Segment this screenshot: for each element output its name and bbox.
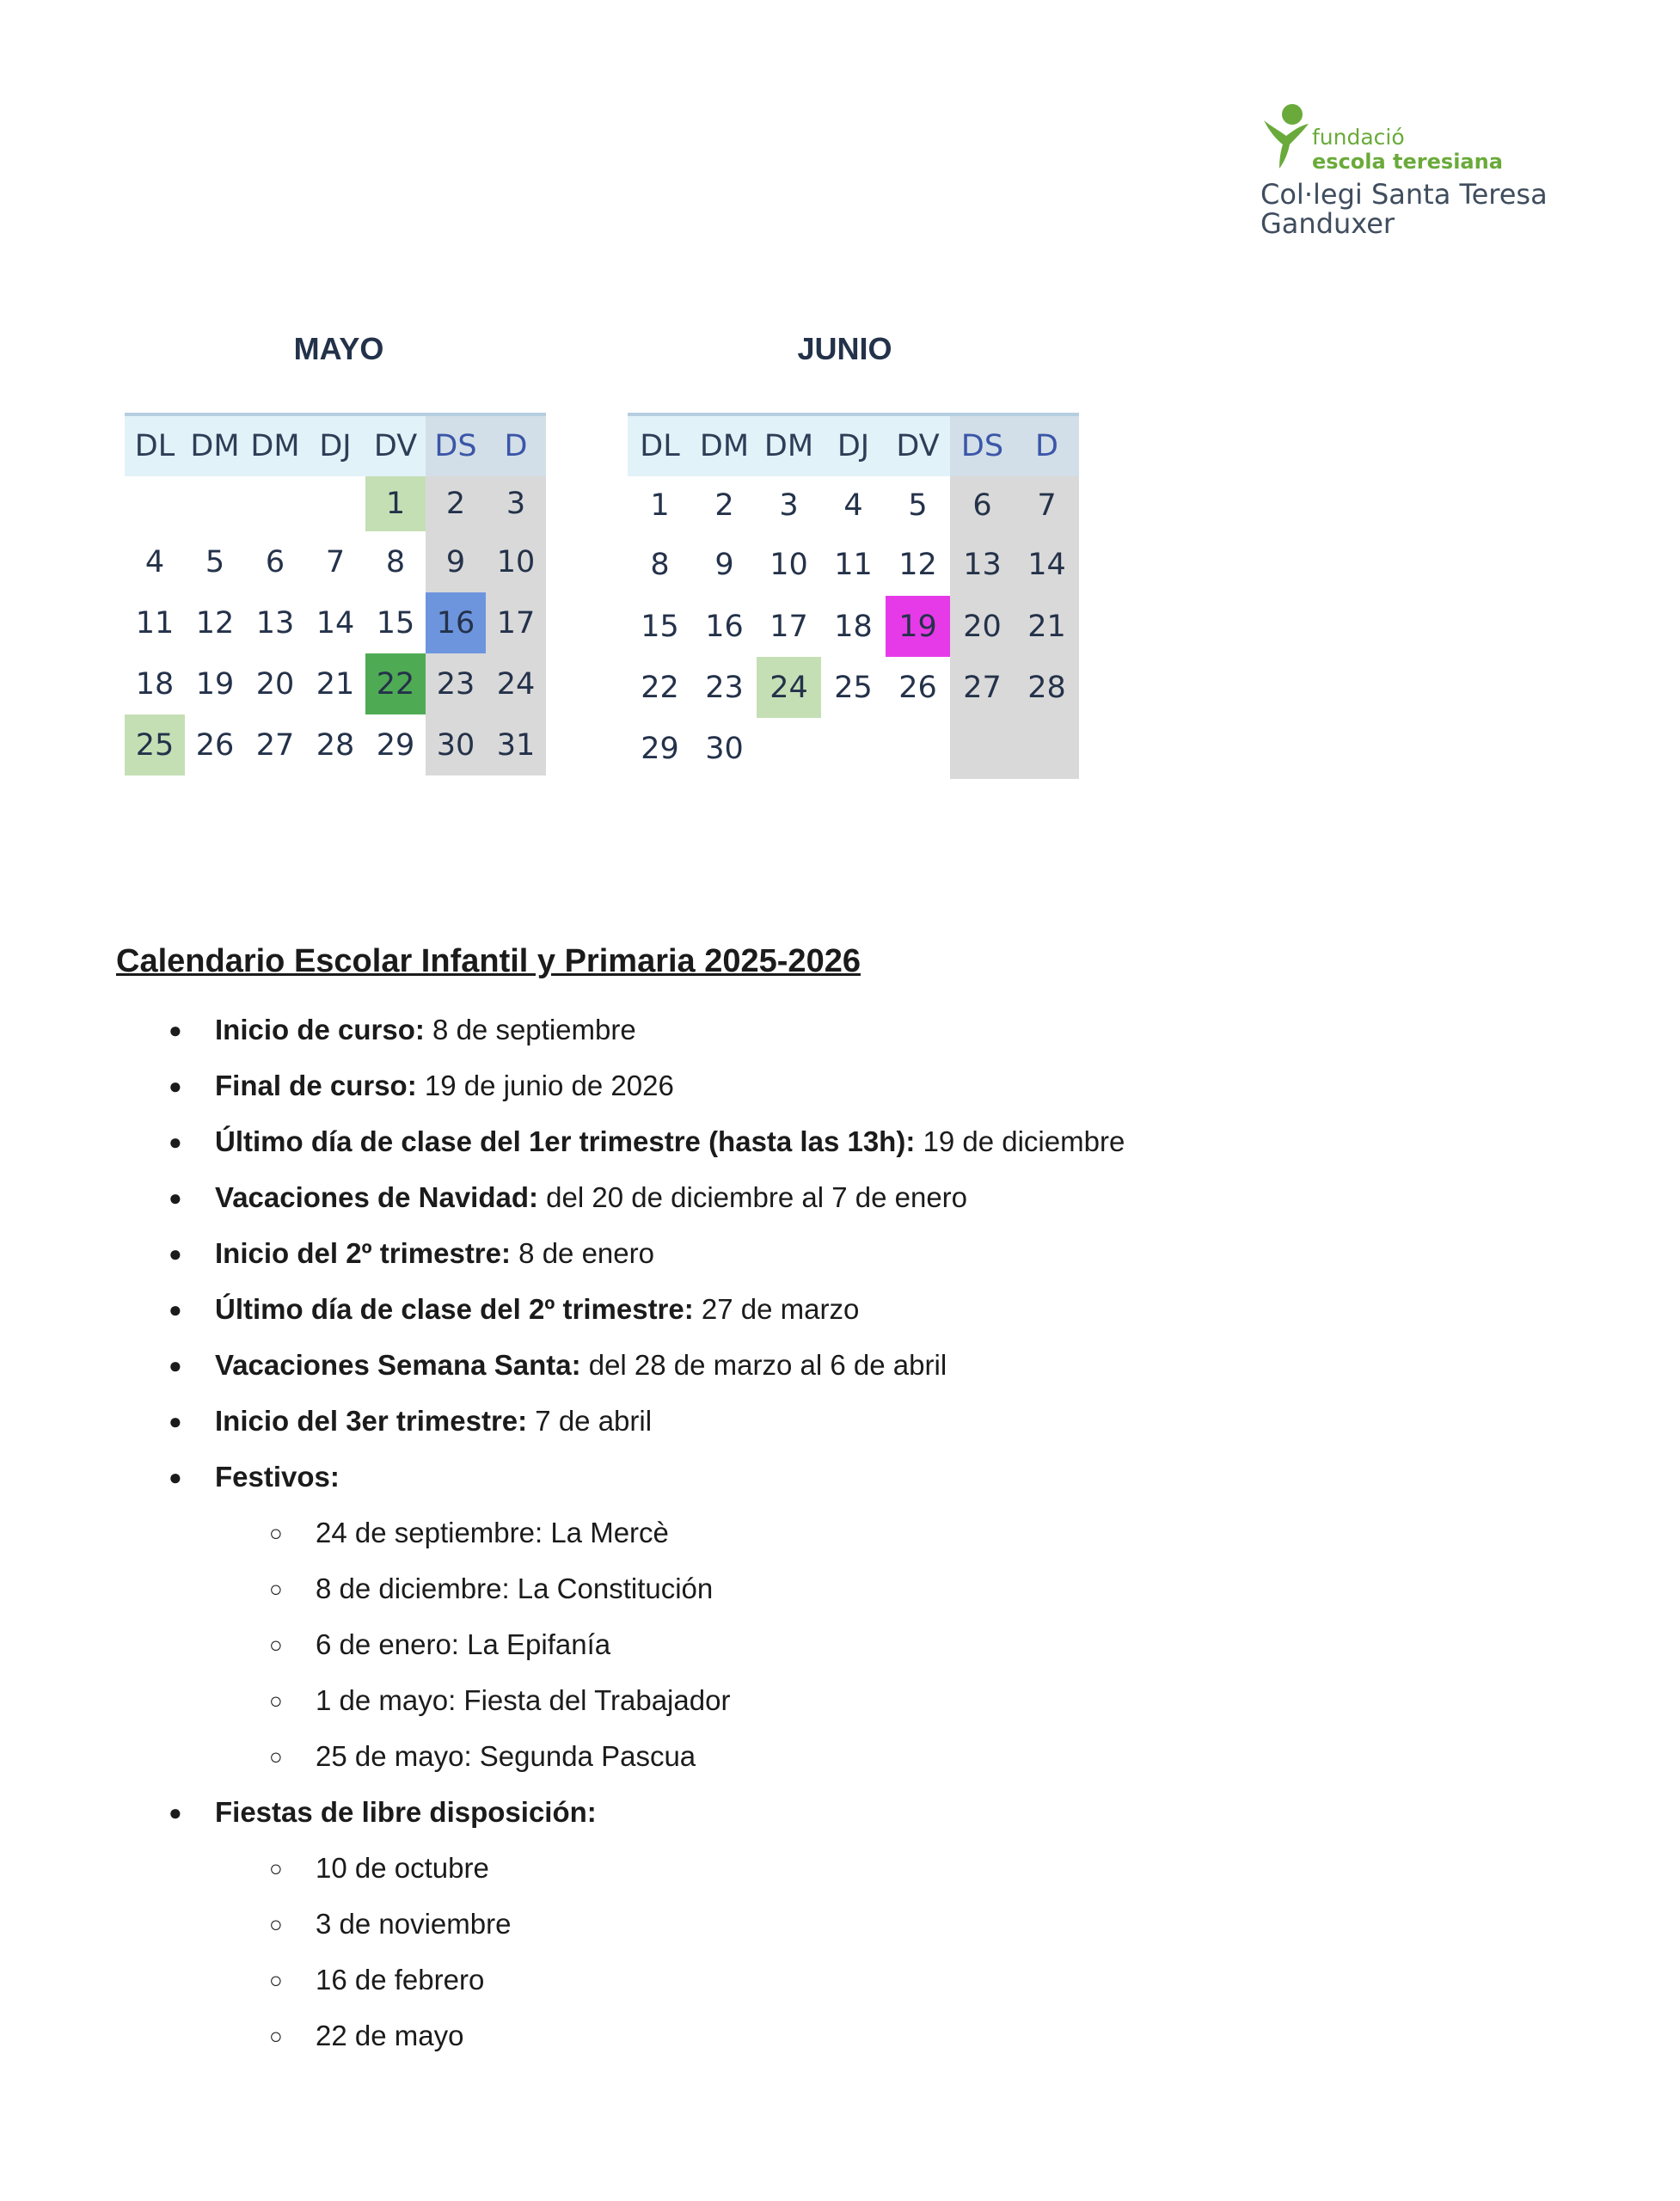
calendar-day: 18 <box>135 666 175 702</box>
info-subitem-text: 1 de mayo: Fiesta del Trabajador <box>316 1684 731 1716</box>
info-item-value: 8 de septiembre <box>424 1014 636 1045</box>
info-subitem <box>269 1907 512 1941</box>
calendar-day: 12 <box>898 548 937 582</box>
info-item-label: Fiestas de libre disposición: <box>215 1796 597 1828</box>
calendar-day: 28 <box>1015 657 1079 718</box>
info-item <box>169 1013 636 1047</box>
info-subitem <box>269 1963 485 1997</box>
calendar-day: 30 <box>705 731 744 766</box>
calendar-day: 14 <box>316 605 355 641</box>
calendar-day: 3 <box>486 476 546 531</box>
info-subitem-text: 3 de noviembre <box>316 1908 512 1940</box>
calendar-day: 27 <box>950 657 1015 718</box>
calendar-day: 23 <box>426 653 486 714</box>
info-item-value: 8 de enero <box>511 1237 654 1269</box>
calendar-day <box>757 718 821 779</box>
calendar-day: 19 <box>195 666 235 702</box>
calendar-day-highlighted: 19 <box>886 596 950 657</box>
calendar-day <box>125 476 185 531</box>
bullet-icon: ● <box>169 1073 182 1099</box>
weekday-header: DM <box>185 416 245 476</box>
calendar-day: 25 <box>834 670 873 705</box>
month-title-mayo: MAYO <box>293 331 384 366</box>
info-item <box>169 1460 340 1494</box>
circle-bullet-icon: ○ <box>269 1520 283 1546</box>
calendar-day: 13 <box>950 534 1015 596</box>
calendar-day: 4 <box>843 487 863 523</box>
info-item-value: 19 de junio de 2026 <box>416 1070 674 1101</box>
info-item-label: Inicio del 2º trimestre: <box>215 1237 511 1269</box>
info-subitem-text: 8 de diciembre: La Constitución <box>316 1573 714 1604</box>
calendar-day: 18 <box>834 609 873 644</box>
info-subitem <box>269 1628 611 1662</box>
logo-text-college: Col·legi Santa Teresa <box>1260 178 1548 211</box>
weekday-header: DM <box>757 416 821 476</box>
calendar-day: 13 <box>255 605 295 641</box>
school-logo <box>1260 101 1587 239</box>
bullet-icon: ● <box>169 1408 182 1434</box>
calendar-day: 20 <box>950 596 1015 657</box>
info-subitem <box>269 1572 714 1606</box>
info-item-value: 19 de diciembre <box>915 1125 1125 1157</box>
weekday-header: DM <box>692 416 757 476</box>
info-subitem <box>269 1739 696 1774</box>
calendar-day: 12 <box>195 605 235 641</box>
bullet-icon: ● <box>169 1185 182 1211</box>
weekday-header: DL <box>628 416 692 476</box>
info-subitem-text: 6 de enero: La Epifanía <box>316 1628 611 1660</box>
calendar-day: 15 <box>641 609 679 644</box>
weekday-header: DS <box>950 416 1015 476</box>
calendar-day-highlighted: 22 <box>365 653 426 714</box>
weekday-header: DM <box>245 416 305 476</box>
calendar-day-highlighted: 16 <box>426 592 486 653</box>
info-subitem-text: 10 de octubre <box>316 1852 489 1884</box>
circle-bullet-icon: ○ <box>269 1967 283 1993</box>
info-item <box>169 1404 653 1438</box>
calendar-day: 17 <box>769 609 808 644</box>
calendar-day: 6 <box>950 476 1015 534</box>
month-title-junio: JUNIO <box>797 331 892 366</box>
info-item-value: 7 de abril <box>527 1405 653 1437</box>
calendar-day: 14 <box>1015 534 1079 596</box>
calendar-day <box>950 718 1015 779</box>
info-subitem-text: 22 de mayo <box>316 2020 464 2051</box>
calendar-day-highlighted: 25 <box>125 714 185 776</box>
calendar-day: 5 <box>908 487 928 523</box>
logo-figure-icon <box>1260 101 1312 170</box>
calendar-day: 11 <box>135 605 175 641</box>
info-item-label: Inicio de curso: <box>215 1014 425 1045</box>
info-subitem <box>269 1851 489 1885</box>
calendar-day: 21 <box>316 666 355 702</box>
calendar-day <box>185 476 245 531</box>
info-item <box>169 1292 860 1327</box>
weekday-header: DV <box>886 416 950 476</box>
info-subitem <box>269 2019 464 2053</box>
info-subitem-text: 16 de febrero <box>316 1964 485 1996</box>
calendar-day: 22 <box>641 670 679 705</box>
calendar-day: 8 <box>385 544 406 579</box>
bullet-icon: ● <box>169 1129 182 1155</box>
bullet-icon: ● <box>169 1017 182 1043</box>
calendar-day: 8 <box>650 548 670 582</box>
calendar-day: 29 <box>641 731 679 766</box>
info-item <box>169 1069 674 1103</box>
calendar-day-highlighted: 24 <box>757 657 821 718</box>
circle-bullet-icon: ○ <box>269 2023 283 2049</box>
circle-bullet-icon: ○ <box>269 1576 283 1602</box>
circle-bullet-icon: ○ <box>269 1688 283 1714</box>
info-item-value: del 20 de diciembre al 7 de enero <box>538 1181 968 1213</box>
weekday-header: DJ <box>821 416 886 476</box>
calendar-day <box>821 718 886 779</box>
bullet-icon: ● <box>169 1464 182 1490</box>
calendar-day: 27 <box>255 727 295 763</box>
info-subitem-text: 25 de mayo: Segunda Pascua <box>316 1740 696 1772</box>
calendar-day: 17 <box>486 592 546 653</box>
bullet-icon: ● <box>169 1799 182 1825</box>
info-item-label: Vacaciones de Navidad: <box>215 1181 539 1213</box>
calendar-day: 30 <box>426 714 486 776</box>
calendar-day: 9 <box>714 548 734 582</box>
calendar-day: 28 <box>316 727 355 763</box>
info-item <box>169 1180 968 1215</box>
info-item-label: Vacaciones Semana Santa: <box>215 1349 581 1381</box>
info-subitem-text: 24 de septiembre: La Mercè <box>316 1517 669 1548</box>
calendar-day: 29 <box>376 727 415 763</box>
calendar-day <box>305 476 365 531</box>
info-item-label: Inicio del 3er trimestre: <box>215 1405 528 1437</box>
circle-bullet-icon: ○ <box>269 1744 283 1769</box>
bullet-icon: ● <box>169 1297 182 1322</box>
circle-bullet-icon: ○ <box>269 1911 283 1937</box>
info-item-value: 27 de marzo <box>693 1293 860 1325</box>
weekday-header: DV <box>365 416 426 476</box>
calendar-day: 16 <box>705 609 744 644</box>
calendar-day: 2 <box>714 487 734 523</box>
weekday-header: DS <box>426 416 486 476</box>
calendar-day: 10 <box>486 531 546 592</box>
calendar-day: 9 <box>426 531 486 592</box>
calendar-day: 2 <box>426 476 486 531</box>
calendar-day <box>245 476 305 531</box>
calendar-day: 3 <box>779 487 799 523</box>
info-subitem <box>269 1683 731 1718</box>
calendar-day <box>886 718 950 779</box>
calendar-day: 31 <box>486 714 546 776</box>
bullet-icon: ● <box>169 1352 182 1378</box>
circle-bullet-icon: ○ <box>269 1855 283 1881</box>
info-item-label: Festivos: <box>215 1461 340 1493</box>
calendar-day: 5 <box>205 544 225 579</box>
calendar-day: 21 <box>1015 596 1079 657</box>
logo-text-escola: escola teresiana <box>1312 150 1503 174</box>
info-item-label: Final de curso: <box>215 1070 417 1101</box>
calendar-day: 4 <box>144 544 165 579</box>
info-item <box>169 1348 947 1383</box>
calendar-day: 15 <box>376 605 415 641</box>
bullet-icon: ● <box>169 1241 182 1266</box>
info-item-label: Último día de clase del 1er trimestre (hasta las 13h): <box>215 1125 916 1157</box>
calendar-day: 6 <box>265 544 285 579</box>
circle-bullet-icon: ○ <box>269 1632 283 1658</box>
calendar-day: 7 <box>325 544 346 579</box>
info-item <box>169 1125 1125 1159</box>
calendar-day: 7 <box>1015 476 1079 534</box>
calendar-day-highlighted: 1 <box>365 476 426 531</box>
document-title: Calendario Escolar Infantil y Primaria 2025-2026 <box>116 943 861 979</box>
calendar-day: 20 <box>255 666 295 702</box>
calendar-day: 10 <box>769 548 808 582</box>
calendar-day: 23 <box>705 670 744 705</box>
info-item <box>169 1236 654 1271</box>
weekday-header: DJ <box>305 416 365 476</box>
weekday-header: DL <box>125 416 185 476</box>
logo-text-ganduxer: Ganduxer <box>1260 207 1395 240</box>
calendar-day: 1 <box>650 487 670 523</box>
calendar-day <box>1015 718 1079 779</box>
info-item-label: Último día de clase del 2º trimestre: <box>215 1293 694 1325</box>
calendar-day: 11 <box>834 548 873 582</box>
calendar-day: 26 <box>898 670 937 705</box>
info-item-value: del 28 de marzo al 6 de abril <box>580 1349 947 1381</box>
weekday-header: D <box>1015 416 1079 476</box>
info-subitem <box>269 1516 669 1550</box>
logo-text-fundacio: fundació <box>1312 125 1405 150</box>
calendar-day: 26 <box>195 727 235 763</box>
calendar-day: 24 <box>486 653 546 714</box>
info-item <box>169 1795 597 1830</box>
weekday-header: D <box>486 416 546 476</box>
